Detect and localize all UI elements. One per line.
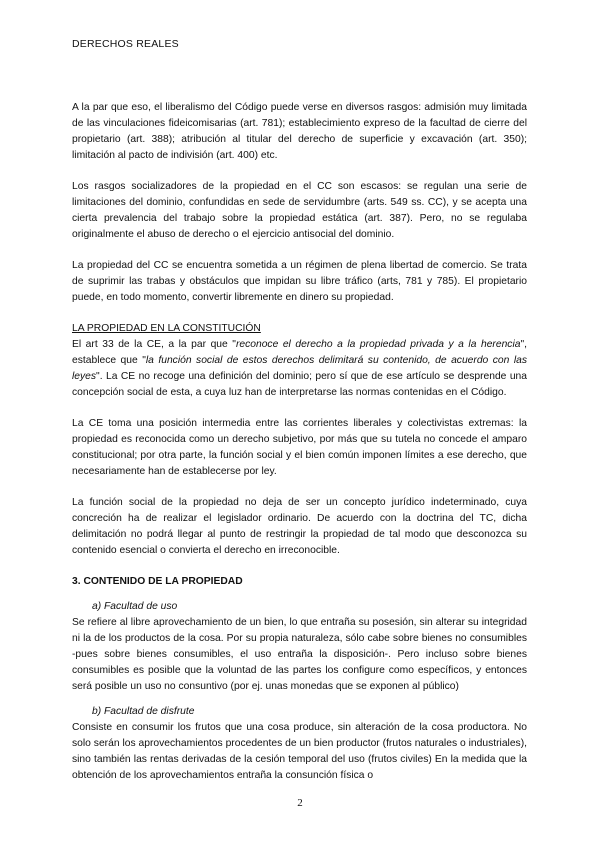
- paragraph-facultad-uso: Se refiere al libre aprovechamiento de un bien, lo que entraña su posesión, sin alterar su integridad ni la de los productos de la cosa. Por su propia naturaleza, sólo cabe sobre bienes no consumibles -pues sobre bienes consumibles, el uso entraña la disposición-. Pero incluso sobre bienes consumibles es posible que la voluntad de las partes los configure como específicos, y entonces será posible un uso no consuntivo (por ej. unas monedas que se exponen al público): [72, 617, 527, 692]
- paragraph-posicion-intermedia: La CE toma una posición intermedia entre las corrientes liberales y colectivistas extremas: la propiedad es reconocida como un derecho subjetivo, por más que su tutela no concede el amparo constitucional; por otra parte, la función social y el bien común imponen límites a ese derecho, que necesariamente han de establecerse por ley.: [72, 418, 527, 477]
- text-run: ". La CE no recoge una definición del dominio; pero sí que de ese artículo se desprende una concepción social de esta, a cuya luz han de interpretarse las normas contenidas en el Código.: [72, 371, 527, 398]
- subheading-facultad-uso: a) Facultad de uso: [92, 601, 178, 612]
- quote-funcion-social: la función social de estos derechos delimitará su contenido, de acuerdo con las leyes: [72, 355, 527, 382]
- section-heading-contenido: 3. CONTENIDO DE LA PROPIEDAD: [72, 576, 243, 587]
- paragraph-rasgos-socializadores: Los rasgos socializadores de la propiedad en el CC son escasos: se regulan una serie de limitaciones del dominio, confundidas en sede de servidumbre (arts. 549 ss. CC), y se acepta una cierta prevalencia del trabajo sobre la propiedad estática (art. 387). Pero, no se regulaba originalmente el abuso de derecho o el ejercicio antisocial del dominio.: [72, 181, 527, 240]
- paragraph-art-33: [72, 337, 527, 401]
- paragraph-funcion-social: La función social de la propiedad no deja de ser un concepto jurídico indeterminado, cuya concreción ha de realizar el legislador ordinario. De acuerdo con la doctrina del TC, dicha delimitación no podrá llegar al punto de restringir la propiedad de tal modo que desconozca su contenido esencial o convierta el derecho en irreconocible.: [72, 497, 527, 556]
- running-header: DERECHOS REALES: [72, 38, 179, 50]
- paragraph-libertad-comercio: La propiedad del CC se encuentra sometida a un régimen de plena libertad de comercio. Se trata de suprimir las trabas y obstáculos que impidan su libre tráfico (arts, 781 y 785). El propietario puede, en todo momento, convertir libremente en dinero su propiedad.: [72, 260, 527, 303]
- paragraph-facultad-disfrute: Consiste en consumir los frutos que una cosa produce, sin alteración de la cosa productora. No solo serán los aprovechamientos procedentes de un bien productor (frutos naturales o industriales), sino también las rentas derivadas de la cesión temporal del uso (frutos civiles) En la medida que la obtención de los aprovechamientos entraña la consunción física o: [72, 722, 527, 781]
- text-run: ", establece que ": [72, 339, 527, 366]
- section-heading-constitucion: LA PROPIEDAD EN LA CONSTITUCIÓN: [72, 323, 261, 334]
- text-run: El art 33 de la CE, a la par que ": [72, 339, 236, 350]
- page-number: 2: [297, 797, 303, 809]
- document-body: [72, 100, 527, 784]
- paragraph-liberalismo: A la par que eso, el liberalismo del Código puede verse en diversos rasgos: admisión muy limitada de las vinculaciones fideicomisarias (art. 781); establecimiento expreso de la facultad de cierre del propietario (art. 388); atribución al titular del derecho de superficie y excavación (art. 350); limitación al pacto de indivisión (art. 400) etc.: [72, 102, 527, 161]
- subheading-facultad-disfrute: b) Facultad de disfrute: [92, 706, 195, 717]
- quote-reconoce: reconoce el derecho a la propiedad privada y a la herencia: [235, 339, 521, 350]
